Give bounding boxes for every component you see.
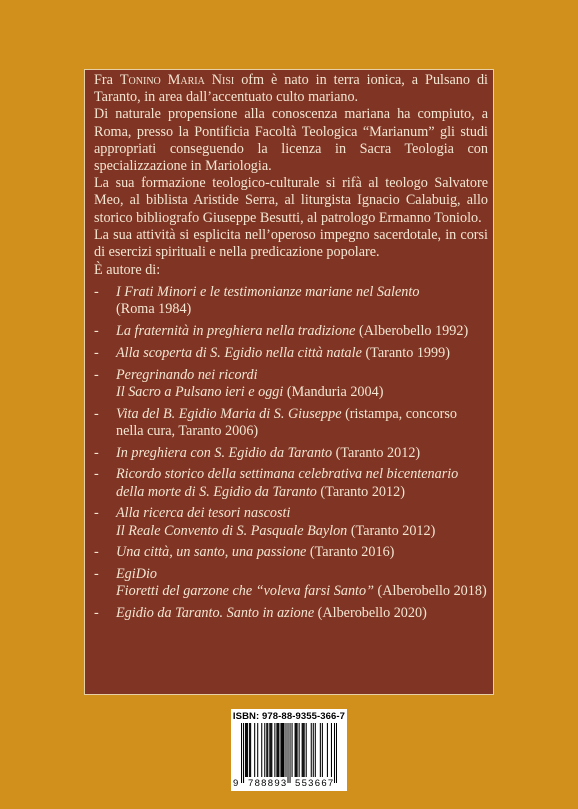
work-title: La fraternità in preghiera nella tradizione: [116, 323, 356, 340]
work-publication: (Taranto 2012): [347, 522, 436, 539]
work-title: Alla ricerca dei tesori nascosti: [116, 505, 291, 522]
barcode-bar: [295, 723, 296, 777]
list-dash: -: [94, 466, 99, 483]
bio-prefix: Fra: [94, 72, 120, 88]
barcode-bar: [331, 723, 332, 777]
work-title: Peregrinando nei ricordi: [116, 366, 258, 383]
bio-paragraph-2: Di naturale propensione alla conoscenza mariana ha compiuto, a Roma, presso la Pontificia Facoltà Teologica “Marianum” gli studi appropriati conseguendo la licenza in Sacra Teologia con specializzazione in Mariologia.: [94, 106, 488, 175]
barcode-bar: [313, 723, 314, 777]
barcode-bar: [269, 723, 270, 777]
barcode-bar: [245, 723, 246, 777]
work-publication: (Alberobello 1992): [355, 323, 469, 340]
work-title: In preghiera con S. Egidio da Taranto: [116, 444, 333, 461]
isbn-barcode: [231, 709, 347, 791]
bio-paragraph-1: [94, 72, 488, 106]
barcode-bars: [241, 723, 337, 783]
works-heading: È autore di:: [94, 262, 161, 279]
work-item: [94, 284, 488, 318]
barcode-bar: [261, 723, 262, 777]
barcode-bar: [327, 723, 328, 777]
barcode-bar: [267, 723, 268, 777]
barcode-bar: [247, 723, 248, 777]
list-dash: -: [94, 505, 99, 522]
barcode-bar: [336, 723, 337, 783]
list-dash: -: [94, 323, 99, 340]
barcode-bar: [292, 723, 293, 777]
works-list: [94, 284, 488, 622]
barcode-bar: [281, 723, 282, 777]
work-item: [94, 345, 488, 362]
barcode-bar: [299, 723, 300, 777]
bio-rest: ofm è nato in terra ionica, a Pulsano di Taranto, in area dall’accentuato culto mariano.: [94, 72, 488, 106]
barcode-bar: [264, 723, 265, 777]
work-title: EgiDio: [116, 566, 157, 583]
barcode-bar: [278, 723, 279, 777]
barcode-digits-right: 553667: [295, 778, 335, 789]
barcode-bar: [290, 723, 291, 783]
barcode-digits-left: 788893: [248, 778, 288, 789]
work-title: Egidio da Taranto. Santo in azione: [116, 605, 315, 622]
work-title: Alla scoperta di S. Egidio nella città natale: [116, 344, 362, 361]
work-publication: (Taranto 2016): [306, 544, 395, 561]
barcode-bar: [306, 723, 307, 777]
bio-paragraph-4: La sua attività si esplicita nell’operoso impegno sacerdotale, in corsi di esercizi spirituali e nella predicazione popolare.: [94, 226, 488, 261]
back-cover-text: [94, 72, 488, 622]
barcode-bar: [304, 723, 305, 777]
work-item: [94, 367, 488, 401]
barcode-bar: [276, 723, 277, 777]
barcode-bar: [285, 723, 286, 777]
barcode-bar: [315, 723, 316, 777]
work-publication: (Manduria 2004): [283, 383, 384, 400]
barcode-bar: [320, 723, 321, 777]
work-title: Ricordo storico della settimana celebrativa nel bicentenario della morte di S. Egidio da Taranto: [116, 466, 459, 500]
barcode-bar: [283, 723, 284, 777]
work-title: Vita del B. Egidio Maria di S. Giuseppe: [116, 405, 342, 422]
work-publication: (Taranto 2012): [332, 444, 421, 461]
work-item: [94, 445, 488, 462]
barcode-bar: [254, 723, 255, 777]
work-item: [94, 605, 488, 622]
barcode-bar: [302, 723, 303, 777]
barcode-bar: [296, 723, 297, 777]
work-title: Una città, un santo, una passione: [116, 544, 307, 561]
work-item: [94, 406, 488, 440]
barcode-bar: [274, 723, 275, 777]
barcode-bar: [249, 723, 250, 777]
list-dash: -: [94, 566, 99, 583]
work-item: [94, 323, 488, 340]
barcode-bar: [241, 723, 242, 783]
barcode-bar: [322, 723, 323, 777]
list-dash: -: [94, 344, 99, 361]
list-dash: -: [94, 366, 99, 383]
isbn-label: ISBN: 978-88-9355-366-7: [232, 711, 346, 722]
barcode-bar: [250, 723, 251, 777]
list-dash: -: [94, 284, 99, 301]
barcode-digit-lead: 9: [233, 778, 239, 789]
barcode-bar: [246, 723, 247, 777]
barcode-bar: [243, 723, 244, 783]
barcode-bar: [280, 723, 281, 777]
list-dash: -: [94, 444, 99, 461]
work-item: [94, 466, 488, 500]
barcode-bar: [311, 723, 312, 777]
barcode-bar: [266, 723, 267, 777]
barcode-bar: [270, 723, 271, 777]
list-dash: -: [94, 605, 99, 622]
list-dash: -: [94, 405, 99, 422]
work-item: [94, 566, 488, 600]
barcode-bar: [297, 723, 298, 777]
barcode-bar: [257, 723, 258, 777]
work-item: [94, 505, 488, 539]
work-publication: (ristampa, concorso nella cura, Taranto 2006): [116, 405, 457, 439]
barcode-bar: [334, 723, 335, 783]
work-publication: (Alberobello 2018): [373, 583, 487, 600]
list-dash: -: [94, 544, 99, 561]
work-subtitle: Fioretti del garzone che “voleva farsi Santo”: [116, 583, 374, 600]
work-publication: (Alberobello 2020): [314, 605, 427, 622]
work-publication: (Taranto 1999): [361, 344, 450, 361]
work-title: I Frati Minori e le testimonianze mariane nel Salento: [116, 284, 420, 301]
barcode-bar: [287, 723, 288, 783]
barcode-bar: [303, 723, 304, 777]
author-name: Tonino Maria Nisi: [119, 72, 235, 88]
work-subtitle: Il Reale Convento di S. Pasquale Baylon: [116, 522, 348, 539]
barcode-bar: [282, 723, 283, 777]
work-subtitle: Il Sacro a Pulsano ieri e oggi: [116, 383, 284, 400]
work-item: [94, 544, 488, 561]
work-publication: (Taranto 2012): [316, 483, 405, 500]
barcode-bar: [277, 723, 278, 777]
barcode-bar: [271, 723, 272, 777]
bio-paragraph-3: La sua formazione teologico-culturale si rifà al teologo Salvatore Meo, al biblista Aristide Serra, al liturgista Ignacio Calabuig, allo storico bibliografo Giuseppe Besutti, al patrologo Ermanno Toniolo.: [94, 175, 488, 226]
work-publication: (Roma 1984): [116, 301, 192, 318]
